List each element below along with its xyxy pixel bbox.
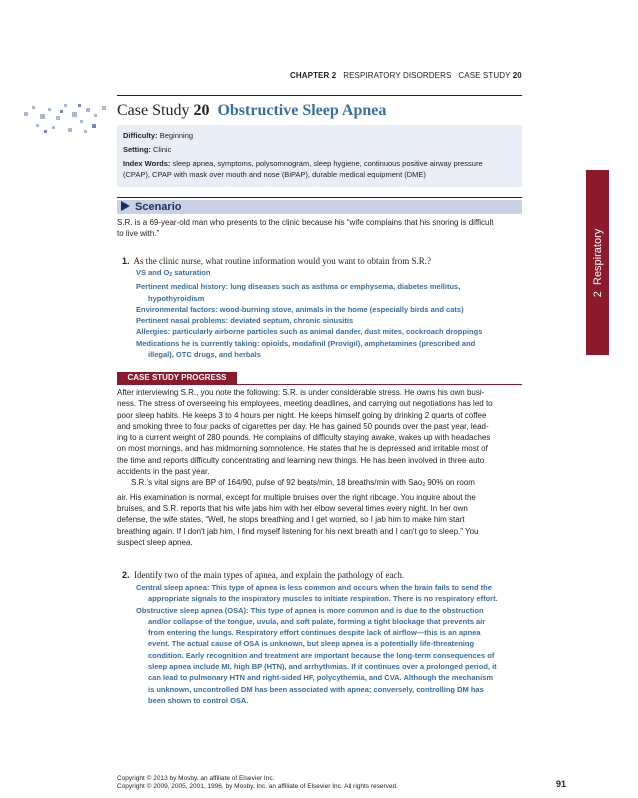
index-words-line-2: (CPAP), CPAP with mask over mouth and nose (BiPAP), durable medical equipment (DME): [123, 170, 426, 179]
answer-line: Environmental factors: wood-burning stove, animals in the home (especially birds and cats): [136, 304, 464, 314]
question-1-answers: [136, 267, 536, 360]
answer-line: Pertinent nasal problems: deviated septum, chronic sinusitis: [136, 316, 354, 326]
chapter-tab-label: 2 Respiratory: [591, 228, 604, 297]
case-study-progress-badge: CASE STUDY PROGRESS: [117, 372, 237, 384]
answer-line: been shown to control OSA.: [148, 695, 249, 705]
answer-line: can lead to pulmonary HTN and right-sided HF, polycythemia, and CVA. Although the mechanism: [148, 673, 494, 683]
case-study-title: Case Study 20 Obstructive Sleep Apnea: [117, 102, 387, 119]
running-head: CHAPTER 2 RESPIRATORY DISORDERS CASE STUDY 20: [290, 71, 522, 80]
answer-line: Obstructive sleep apnea (OSA): This type of apnea is more common and is due to the obstruction: [136, 605, 484, 615]
answer-line: Central sleep apnea: This type of apnea is less common and occurs when the brain fails to send the: [136, 583, 492, 592]
chapter-tab: [586, 170, 609, 355]
answer-line: Medications he is currently taking: opioids, modafinil (Provigil), amphetamines (prescribed and: [136, 338, 476, 348]
page-number: 91: [556, 779, 567, 789]
answer-line: Allergies: particularly airborne particles such as animal dander, dust mites, cockroach droppings: [136, 327, 483, 337]
answer-line: sleep apnea include MI, high BP (HTN), and arrhythmias. If it continues over a prolonged period, it: [148, 662, 497, 672]
progress-rule: [117, 384, 522, 385]
answer-line: from entering the lungs. Respiratory effort continues despite lack of airflow—this is an apnea: [148, 628, 481, 638]
decorative-dots-icon: [22, 100, 112, 140]
progress-text: After interviewing S.R., you note the following: S.R. is under considerable stress. He owns his own busi- ness. The stress of overseeing his employees, meeting deadlines, and carrying out negotiations has led to poor sleep habits. He keeps 3 to 4 hours per night. He keeps himself going by drinking 2 quarts of coffee and smoking three to four packs of cigarettes per day. He has gained 50 pounds over the past year, lead- ing to a current weight of 280 pounds. He complains of difficulty staying awake, wakes up with headaches on most mornings, and has midmorning somnolence. He states that he is depressed and irritable most of the time and reports difficulty concentrating and learning new things. He has been involved in three auto accidents in the past year. S.R.'s vital signs are BP of 164/90, pulse of 92 beats/min, 18 breaths/min with Sao$_2$ 90% on room air. His examination is normal, except for multiple bruises over the right ribcage. You inquire about the bruises, and S.R. reports that his wife jabs him with her elbow several times every night. In her own defense, the wife states, “Well, he stops breathing and I get worried, so I jab him to make him start breathing again. If I don't jab him, I find myself listening for his next breath and I can't go to sleep.” You suspect sleep apnea.: [117, 388, 493, 547]
scenario-text: S.R. is a 69-year-old man who presents to the clinic because his “wife complains that his snoring is difficult to live with.”: [117, 218, 494, 239]
answer-line: condition. Early recognition and treatment are important because the long-term consequences of: [148, 650, 495, 660]
answer-line: is unknown, uncontrolled DM has been associated with apnea; conversely, controlling DM has: [148, 684, 484, 694]
play-triangle-icon: [121, 201, 130, 211]
scenario-rule: [117, 197, 522, 198]
answer-line: illegal), OTC drugs, and herbals: [148, 350, 261, 360]
question-2-answers: [136, 582, 536, 706]
answer-line: event. The actual cause of OSA is unknown, but sleep apnea is a potentially life-threatening: [148, 639, 475, 649]
difficulty-line: Difficulty: Beginning: [123, 131, 194, 140]
answer-line: appropriate signals to the inspiratory muscles to initiate respiration. There is no respiratory effort.: [148, 594, 498, 604]
answer-line: and/or collapse of the tongue, uvula, and soft palate, forming a tight blockage that prevents air: [148, 616, 486, 626]
header-rule: [117, 95, 522, 96]
index-words-line: Index Words: sleep apnea, symptoms, polysomnogram, sleep hygiene, continuous positive airway pressure: [123, 159, 483, 168]
question-2: 2. Identify two of the main types of apnea, and explain the pathology of each.: [122, 570, 405, 580]
setting-line: Setting: Clinic: [123, 145, 172, 154]
case-meta-box: [117, 125, 522, 187]
answer-line: Pertinent medical history: lung diseases such as asthma or emphysema, diabetes mellitus,: [136, 282, 461, 292]
copyright-line-2: Copyright © 2009, 2005, 2001, 1996, by Mosby, Inc. an affiliate of Elsevier Inc. All rights reserved.: [117, 783, 398, 790]
answer-line: VS and $O_2$ saturation: [136, 268, 211, 278]
question-1: 1. As the clinic nurse, what routine information would you want to obtain from S.R.?: [122, 256, 431, 266]
answer-line: hypothyroidism: [148, 293, 205, 303]
copyright-line-1: Copyright © 2013 by Mosby, an affiliate of Elsevier Inc.: [117, 775, 275, 782]
scenario-heading: Scenario: [121, 200, 181, 214]
